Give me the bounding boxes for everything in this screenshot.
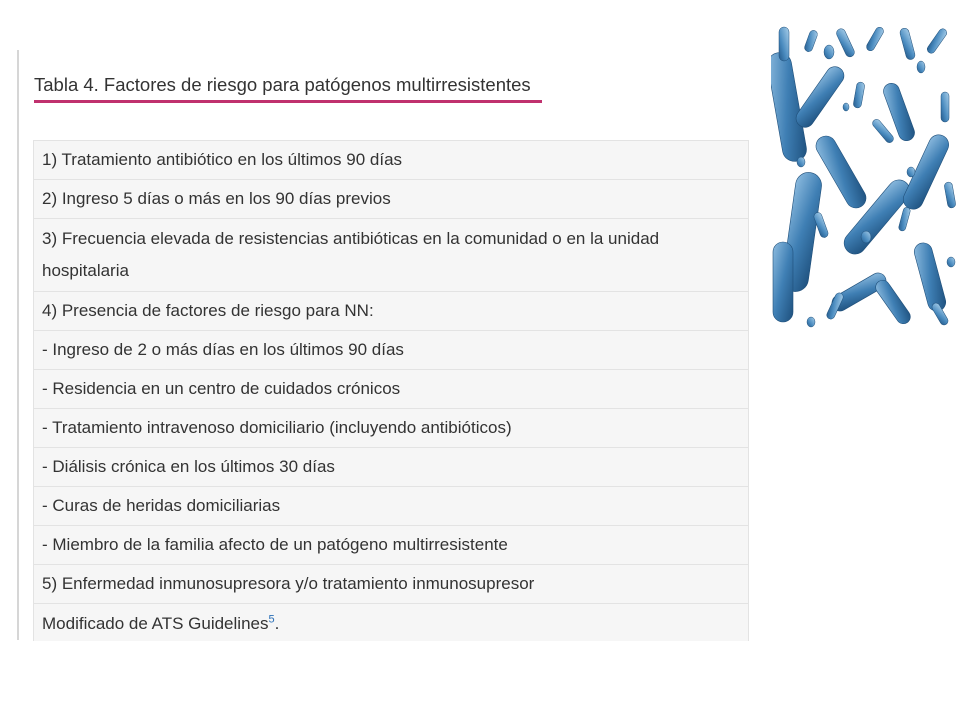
table-title: Tabla 4. Factores de riesgo para patógenos multirresistentes: [34, 74, 531, 95]
row-text: - Miembro de la familia afecto de un patógeno multirresistente: [42, 535, 508, 554]
table-row: [34, 448, 748, 487]
risk-factors-table: [33, 140, 749, 641]
table-row: [34, 565, 748, 604]
row-text: - Residencia en un centro de cuidados crónicos: [42, 379, 401, 398]
row-text: 5) Enfermedad inmunosupresora y/o tratamiento inmunosupresor: [42, 574, 535, 593]
bacteria-illustration-icon: [771, 22, 959, 333]
footer-text: [42, 608, 279, 640]
table-row: [34, 409, 748, 448]
row-text: 4) Presencia de factores de riesgo para NN:: [42, 301, 374, 320]
row-text: 2) Ingreso 5 días o más en los 90 días previos: [42, 189, 391, 208]
footer-source: Modificado de ATS Guidelines: [42, 614, 269, 633]
table-row: [34, 487, 748, 526]
title-underline: [34, 100, 542, 103]
left-border: [17, 50, 19, 640]
table-footer: [34, 604, 748, 641]
row-text: 3) Frecuencia elevada de resistencias antibióticas en la comunidad o en la unidad hospitalaria: [42, 229, 660, 280]
reference-link[interactable]: 5: [268, 613, 275, 626]
table-row: [34, 180, 748, 219]
footer-suffix: .: [274, 614, 280, 633]
row-text: - Tratamiento intravenoso domiciliario (incluyendo antibióticos): [42, 418, 512, 437]
table-row: [34, 292, 748, 331]
table-row: [34, 370, 748, 409]
table-row: [34, 141, 748, 180]
row-text: 1) Tratamiento antibiótico en los últimos 90 días: [42, 150, 403, 169]
table-title-block: [34, 72, 542, 103]
table-row: [34, 219, 748, 292]
table-row: [34, 526, 748, 565]
row-text: - Diálisis crónica en los últimos 30 días: [42, 457, 335, 476]
row-text: - Ingreso de 2 o más días en los últimos 90 días: [42, 340, 404, 359]
row-text: - Curas de heridas domiciliarias: [42, 496, 281, 515]
table-row: [34, 331, 748, 370]
